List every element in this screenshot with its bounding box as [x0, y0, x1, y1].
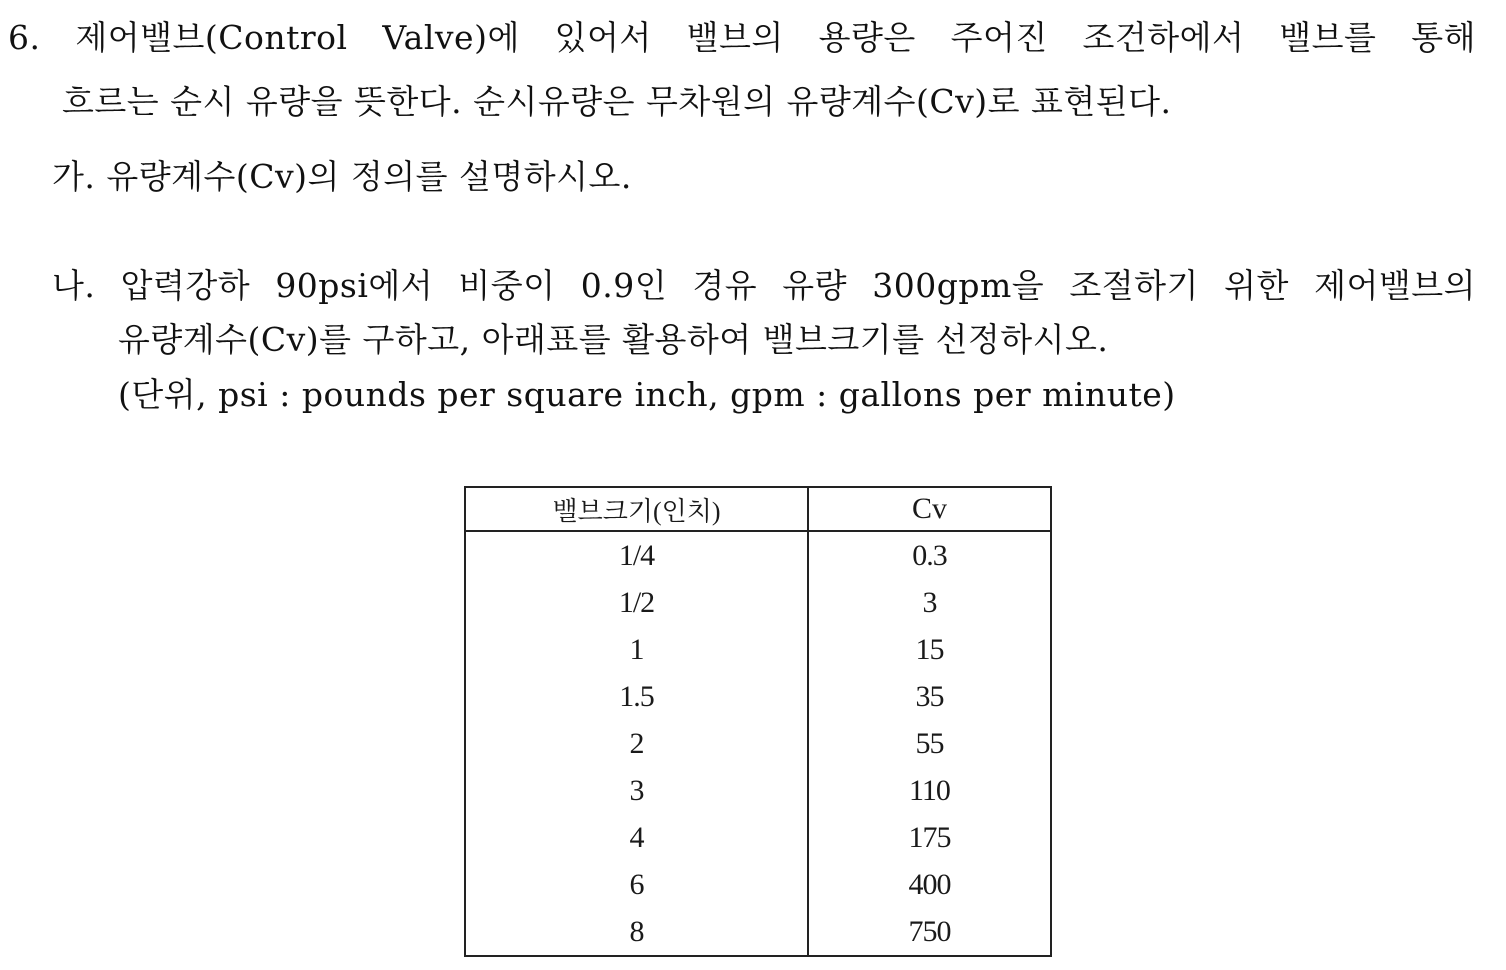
header-valve-size: 밸브크기(인치) — [465, 487, 808, 531]
table-row — [465, 814, 1051, 861]
table-row — [465, 861, 1051, 908]
valve-size-cell: 1.5 — [619, 679, 654, 713]
question-line-1: 6. 제어밸브(Control Valve)에 있어서 밸브의 용량은 주어진 조건하에서 밸브를 통해 — [8, 18, 1476, 57]
valve-size-cell: 2 — [629, 726, 644, 760]
table-header-row — [465, 487, 1051, 531]
valve-size-cv-table — [464, 486, 1052, 957]
valve-size-cell: 6 — [629, 867, 644, 901]
cv-cell: 0.3 — [808, 531, 1051, 579]
question-line-2: 흐르는 순시 유량을 뜻한다. 순시유량은 무차원의 유량계수(Cv)로 표현된다. — [62, 82, 1172, 121]
cv-cell: 15 — [808, 626, 1051, 673]
valve-size-cell: 3 — [629, 773, 644, 807]
valve-size-cell: 1/2 — [618, 585, 655, 619]
valve-size-cell: 4 — [629, 820, 644, 854]
part-b-question-line-1: 나. 압력강하 90psi에서 비중이 0.9인 경유 유량 300gpm을 조절하기 위한 제어밸브의 — [52, 266, 1476, 305]
cv-cell: 110 — [808, 767, 1051, 814]
table-row — [465, 626, 1051, 673]
header-cv: Cv — [808, 487, 1051, 531]
valve-size-cell: 1/4 — [618, 538, 655, 572]
valve-size-cell: 1 — [629, 632, 644, 666]
table-row — [465, 908, 1051, 956]
table-row — [465, 579, 1051, 626]
units-note: (단위, psi : pounds per square inch, gpm : gallons per minute) — [118, 375, 1176, 414]
part-a-question: 가. 유량계수(Cv)의 정의를 설명하시오. — [52, 157, 632, 196]
table-row — [465, 531, 1051, 579]
part-b-question-line-2: 유량계수(Cv)를 구하고, 아래표를 활용하여 밸브크기를 선정하시오. — [118, 320, 1109, 359]
table-row — [465, 673, 1051, 720]
cv-cell: 3 — [808, 579, 1051, 626]
cv-cell: 55 — [808, 720, 1051, 767]
valve-size-cell: 8 — [629, 914, 644, 948]
table-row — [465, 767, 1051, 814]
cv-cell: 35 — [808, 673, 1051, 720]
cv-cell: 750 — [808, 908, 1051, 956]
cv-cell: 175 — [808, 814, 1051, 861]
table-row — [465, 720, 1051, 767]
cv-cell: 400 — [808, 861, 1051, 908]
